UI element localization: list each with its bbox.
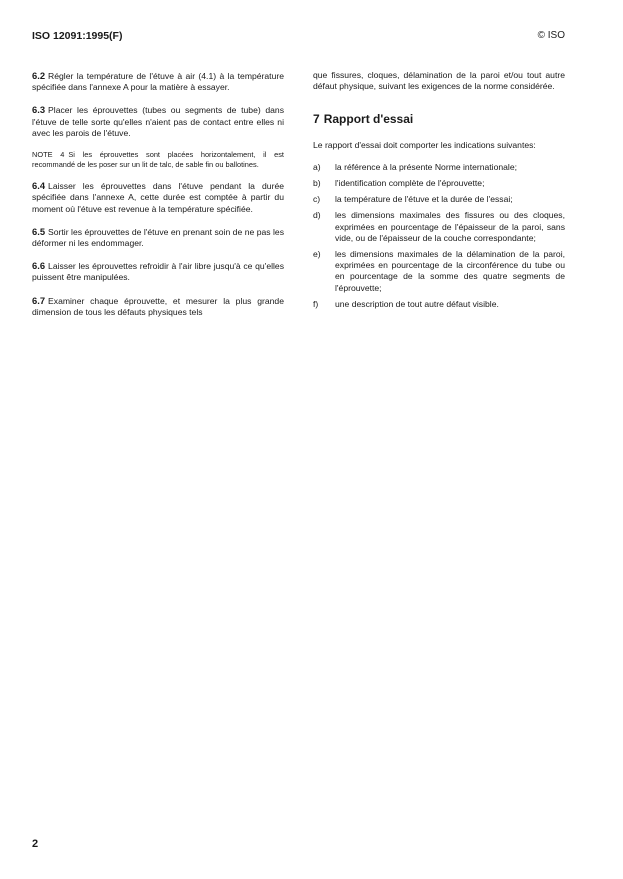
list-item <box>313 299 565 310</box>
right-column <box>313 70 565 315</box>
list-item-text: les dimensions maximales des fissures ou des cloques, exprimées en pourcentage de l'épaisseur de la paroi, sans vide, ou de l'épaisseur de la couche correspondante; <box>335 210 565 243</box>
clause-6-7-continuation: que fissures, cloques, délamination de la paroi et/ou tout autre défaut physique, suivant les exigences de la norme considérée. <box>313 70 565 92</box>
clause-number: 6.3 <box>32 104 46 116</box>
clause-number: 6.4 <box>32 180 46 192</box>
clause-text: Laisser les éprouvettes dans l'étuve pendant la durée spécifiée dans l'annexe A, cette durée est comptée à partir du moment où l'étuve est revenue à la température spécifiée. <box>32 181 284 214</box>
copyright-mark: © ISO <box>537 30 565 41</box>
section-number: 7 <box>313 112 320 127</box>
list-item-label: a) <box>313 161 321 172</box>
clause-text: Sortir les éprouvettes de l'étuve en prenant soin de ne pas les déformer ni les endommager. <box>32 226 284 249</box>
clause-text: Laisser les éprouvettes refroidir à l'air libre jusqu'à ce qu'elles puissent être manipulées. <box>32 261 284 283</box>
clause-6-5 <box>32 226 284 249</box>
list-item <box>313 210 565 244</box>
clause-6-6 <box>32 260 284 283</box>
clause-number: 6.6 <box>32 260 46 272</box>
clause-6-2 <box>32 70 284 93</box>
section-heading <box>313 114 565 125</box>
clause-text: Régler la température de l'étuve à air (4.1) à la température spécifiée dans l'annexe A pour la matière à essayer. <box>32 71 284 93</box>
list-item <box>313 178 565 189</box>
clause-number: 6.7 <box>32 294 46 306</box>
clause-number: 6.2 <box>32 70 46 81</box>
clause-number: 6.5 <box>32 225 46 237</box>
list-item <box>313 162 565 173</box>
document-id: ISO 12091:1995(F) <box>32 30 123 42</box>
clause-text: Examiner chaque éprouvette, et mesurer la plus grande dimension de tous les défauts physiques tels <box>32 295 284 317</box>
section-intro: Le rapport d'essai doit comporter les indications suivantes: <box>313 139 536 150</box>
clause-6-7 <box>32 295 284 318</box>
note-4 <box>32 150 284 169</box>
note-label: NOTE 4 <box>32 150 65 160</box>
clause-6-3 <box>32 104 284 139</box>
clause-6-4 <box>32 180 284 215</box>
list-item-label: f) <box>313 298 319 309</box>
list-item <box>313 194 565 205</box>
list-item-text: l'identification complète de l'éprouvette; <box>335 178 485 189</box>
page-number: 2 <box>32 838 39 850</box>
list-item-text: la température de l'étuve et la durée de l'essai; <box>335 194 513 205</box>
list-item-label: c) <box>313 194 321 205</box>
section-title: Rapport d'essai <box>323 112 414 127</box>
clause-text: Placer les éprouvettes (tubes ou segments de tube) dans l'étuve de telle sorte qu'elles n'aient pas de contact entre elles ni avec les parois de l'étuve. <box>32 105 284 138</box>
list-item <box>313 249 565 294</box>
list-item-text: la référence à la présente Norme internationale; <box>335 161 518 172</box>
list-item-label: b) <box>313 178 321 189</box>
note-text: Si les éprouvettes sont placées horizontalement, il est recommandé de les poser sur un lit de talc, de sable fin ou ballotines. <box>32 150 284 169</box>
left-column <box>32 70 284 329</box>
list-item-text: les dimensions maximales de la délamination de la paroi, exprimées en pourcentage de la circonférence du tube ou en pourcentage de la somme des quatre segments de l'éprouvette; <box>335 249 565 293</box>
report-items-list <box>313 162 565 310</box>
list-item-label: d) <box>313 210 321 221</box>
list-item-label: e) <box>313 249 321 260</box>
list-item-text: une description de tout autre défaut visible. <box>335 298 499 309</box>
